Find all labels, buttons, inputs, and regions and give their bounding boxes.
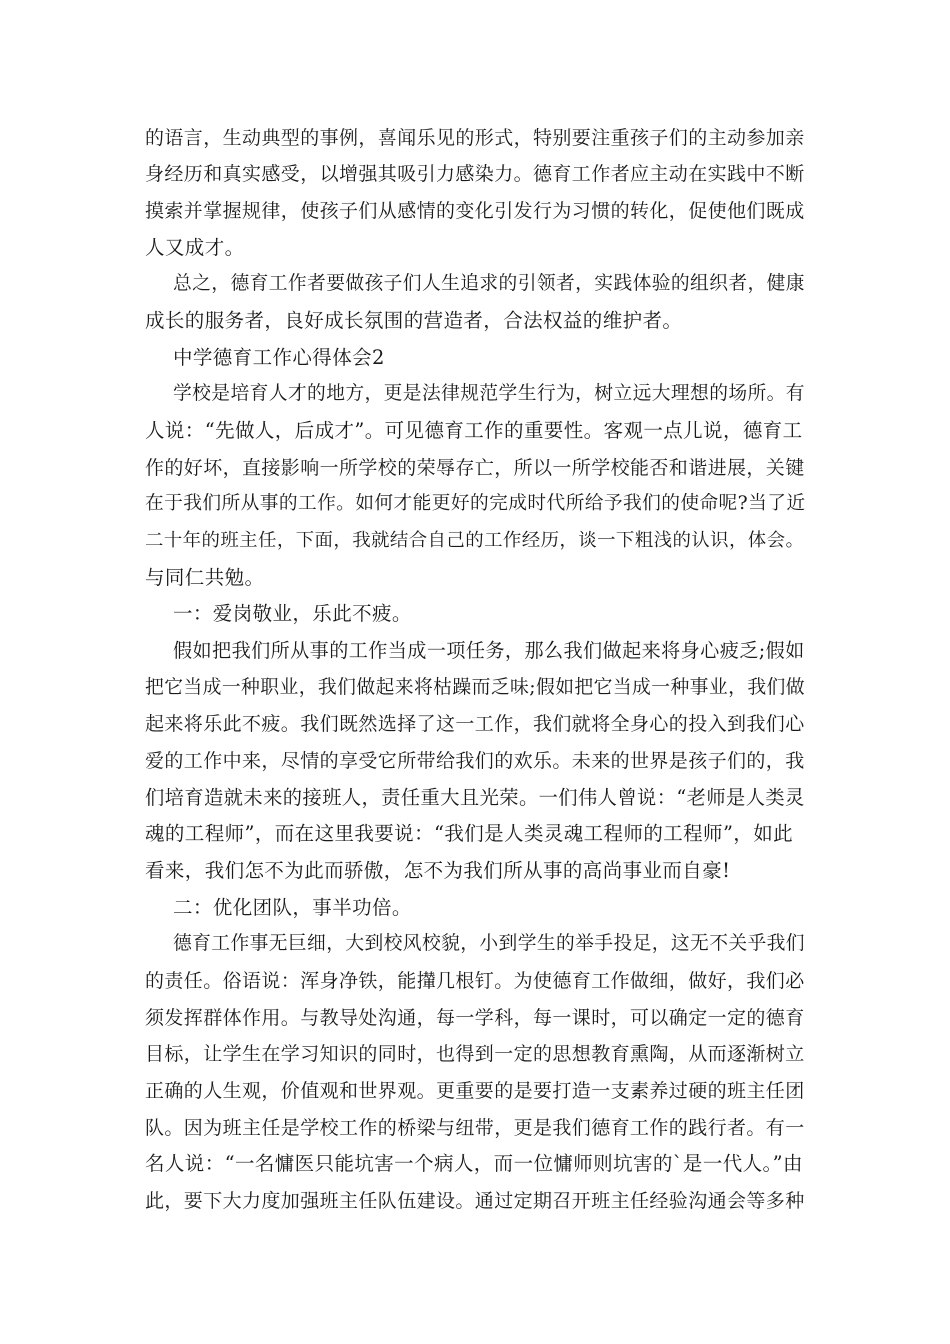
text-line: 身经历和真实感受，以增强其吸引力感染力。德育工作者应主动在实践中不断 [145, 163, 805, 185]
text-line: 二十年的班主任，下面，我就结合自己的工作经历，谈一下粗浅的认识，体会。 [145, 530, 805, 551]
text-line: 在于我们所从事的工作。如何才能更好的完成时代所给予我们的使命呢?当了近 [145, 493, 806, 514]
subsection-heading: 一：爱岗敬业，乐此不疲。 [173, 602, 412, 625]
paragraph-first-line: 德育工作事无巨细，大到校风校貌，小到学生的举手投足，这无不关乎我们 [173, 933, 805, 954]
paragraph-first-line: 总之，德育工作者要做孩子们人生追求的引领者，实践体验的组织者，健康 [173, 273, 805, 294]
text-line: 名人说：“一名慵医只能坑害一个病人，而一位慵师则坑害的`是一代人。”由 [145, 1152, 803, 1175]
text-line: 人又成才。 [145, 236, 245, 259]
text-line: 的语言，生动典型的事例，喜闻乐见的形式，特别要注重孩子们的主动参加亲 [145, 127, 805, 149]
text-line: 须发挥群体作用。与教导处沟通，每一学科，每一课时，可以确定一定的德育 [145, 1007, 805, 1029]
text-line: 目标，让学生在学习知识的同时，也得到一定的思想教育熏陶，从而逐渐树立 [145, 1043, 805, 1065]
text-line: 把它当成一种职业，我们做起来将枯躁而乏味;假如把它当成一种事业，我们做 [145, 677, 805, 698]
text-line: 们培育造就未来的接班人，责任重大且光荣。一们伟人曾说：“老师是人类灵 [145, 786, 805, 809]
text-line: 此，要下大力度加强班主任队伍建设。通过定期召开班主任经验沟通会等多种 [145, 1190, 805, 1212]
subsection-heading: 二：优化团队，事半功倍。 [173, 896, 412, 919]
text-line: 与同仁共勉。 [145, 566, 265, 589]
text-line: 正确的人生观，价值观和世界观。更重要的是要打造一支素养过硬的班主任团 [145, 1080, 805, 1102]
text-line: 爱的工作中来，尽情的享受它所带给我们的欢乐。未来的世界是孩子们的，我 [145, 750, 805, 772]
text-line: 看来，我们怎不为此而骄傲，怎不为我们所从事的高尚事业而自豪! [145, 859, 731, 882]
text-line: 队。因为班主任是学校工作的桥梁与纽带，更是我们德育工作的践行者。有一 [145, 1117, 805, 1139]
paragraph-first-line: 假如把我们所从事的工作当成一项任务，那么我们做起来将身心疲乏;假如 [173, 639, 805, 662]
text-line: 人说：“先做人，后成才”。可见德育工作的重要性。客观一点儿说，德育工 [145, 419, 803, 442]
text-line: 作的好坏，直接影响一所学校的荣辱存亡，所以一所学校能否和谐进展，关键 [145, 457, 805, 479]
text-line: 魂的工程师”，而在这里我要说：“我们是人类灵魂工程师的工程师”，如此 [145, 822, 794, 845]
text-line: 成长的服务者，良好成长氛围的营造者，合法权益的维护者。 [145, 309, 683, 332]
text-line: 起来将乐此不疲。我们既然选择了这一工作，我们就将全身心的投入到我们心 [145, 713, 805, 735]
text-line: 摸索并掌握规律，使孩子们从感情的变化引发行为习惯的转化，促使他们既成 [145, 200, 805, 222]
paragraph-first-line: 学校是培育人才的地方，更是法律规范学生行为，树立远大理想的场所。有 [173, 383, 805, 404]
section-heading: 中学德育工作心得体会2 [173, 346, 385, 369]
text-line: 的责任。俗语说：浑身净铁，能攆几根钉。为使德育工作做细，做好，我们必 [145, 970, 805, 992]
